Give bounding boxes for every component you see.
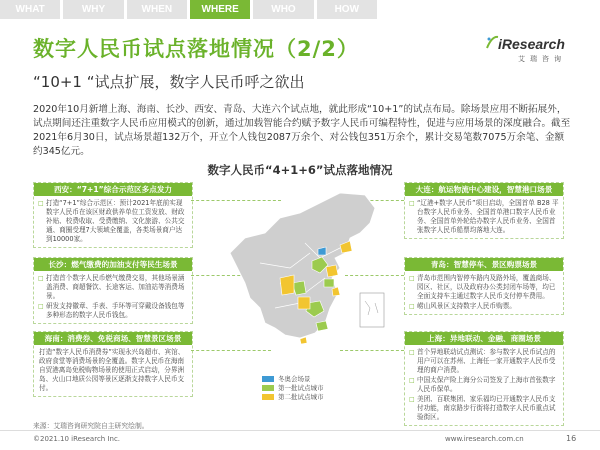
panel-changsha-item: □ 研发支持徽章、手表、手环等可穿戴设备钱包等多种形态的数字人民币钱包。 xyxy=(38,302,188,320)
nav-tab-how[interactable]: HOW xyxy=(317,0,377,19)
panel-xian-item: □ 打造“7+1”综合示范区：预计2021年底前实现数字人民币在该区财政供养单位工资发放、财政补贴、校费收取、受费缴纳、文化旅游、公共交通、商圈受理7大领域全覆盖，各类场景商户达到10000家。 xyxy=(38,199,188,244)
panel-qingdao-item: □ 崂山风景区支持数字人民币购票。 xyxy=(409,302,559,311)
region-second-batch xyxy=(280,275,294,295)
legend-label: 第二批试点城市 xyxy=(278,393,324,401)
panel-qingdao-item: □ 青岛市范围内智停车路内及路外场，覆盖商场、园区、社区，以及政府办公类封闭车场等，均已全面支持车主通过数字人民币支付停车费用。 xyxy=(409,274,559,301)
nav-tab-where[interactable]: WHERE xyxy=(190,0,250,19)
nav-tab-when[interactable]: WHEN xyxy=(127,0,187,19)
china-map xyxy=(220,183,390,401)
panel-shanghai-item: □ 美团、百联集团、家乐福均已开通数字人民币支付功能，南京路步行街将打造数字人民币重点试验街区。 xyxy=(409,395,559,422)
region-first-batch xyxy=(316,321,328,331)
intro-paragraph: 2020年10月新增上海、海南、长沙、西安、青岛、大连六个试点地，就此形成“10+1”的试点布局。除场景应用不断拓展外，试点期间还注重数字人民币应用模式的创新，通过加载智能合约赋予数字人民币可编程特性，促进与应用场景的深度融合。截至2021年6月30日，试点场景超132万个，开立个人钱包2087万余个、对公钱包351万余个，累计交易笔数7075万余笔、金额约345亿元。 xyxy=(33,104,571,157)
top-nav xyxy=(0,0,380,19)
legend-swatch xyxy=(262,394,274,400)
panel-dalian xyxy=(404,182,564,239)
figure-title: 数字人民币“4+1+6”试点落地情况 xyxy=(207,163,393,177)
panel-changsha xyxy=(33,257,193,324)
logo-brand-cn: 艾瑞咨询 xyxy=(518,55,566,63)
south-sea-inset xyxy=(360,293,384,327)
legend-swatch xyxy=(262,385,274,391)
panel-shanghai xyxy=(404,331,564,426)
footer-copyright: ©2021.10 iResearch Inc. xyxy=(33,435,121,443)
page-subtitle: “10+1 “试点扩展，数字人民币呼之欲出 xyxy=(33,73,305,91)
footer-website[interactable]: www.iresearch.com.cn xyxy=(445,435,524,443)
panel-xian xyxy=(33,182,193,248)
legend-item xyxy=(262,374,324,383)
iresearch-logo xyxy=(498,34,578,74)
region-second-batch xyxy=(326,265,338,277)
panel-hainan-header: 海南：消费券、免税商场、智慧景区场景 xyxy=(34,332,192,345)
legend-swatch xyxy=(262,376,274,382)
legend-item xyxy=(262,392,324,401)
panel-shanghai-header: 上海：异地联动、金融、商圈场景 xyxy=(405,332,563,345)
nav-tab-what[interactable]: WHAT xyxy=(0,0,60,19)
panel-shanghai-item: □ 中国太保产险上海分公司签发了上海市首张数字人民币保单。 xyxy=(409,376,559,394)
legend-label: 冬奥会场景 xyxy=(278,375,311,383)
panel-qingdao-header: 青岛：智慧停车、景区购票场景 xyxy=(405,258,563,271)
logo-brand: iResearch xyxy=(498,36,565,52)
panel-shanghai-item: □ 首个异地联动试点测试：参与数字人民币试点的用户可以在苏州、上海任一家开通数字人民币受理的商户消费。 xyxy=(409,348,559,375)
region-second-batch xyxy=(332,287,340,296)
panel-changsha-item: □ 打造首个数字人民币燃气缴费交易，其他场景涵盖消费、商超餐饮、长途客运、加油站等消费场景。 xyxy=(38,274,188,301)
nav-tab-who[interactable]: WHO xyxy=(253,0,313,19)
legend-item xyxy=(262,383,324,392)
page-title: 数字人民币试点落地情况（2/2） xyxy=(33,37,359,61)
map-legend xyxy=(262,374,324,401)
footer-divider xyxy=(0,430,600,431)
panel-qingdao xyxy=(404,257,564,315)
panel-xian-header: 西安：“7+1”综合示范区多点发力 xyxy=(34,183,192,196)
nav-tab-why[interactable]: WHY xyxy=(63,0,123,19)
legend-label: 第一批试点城市 xyxy=(278,384,324,392)
source-note: 来源：艾瑞咨询研究院自主研究绘制。 xyxy=(33,422,149,430)
page-number: 16 xyxy=(566,434,577,443)
region-first-batch xyxy=(324,279,334,287)
panel-changsha-header: 长沙：燃气缴费的加油支付等民生场景 xyxy=(34,258,192,271)
panel-hainan-text: 打造“数字人民币消费券”实现永兴岛超市、宾馆、政府食堂等消费场景的全覆盖。数字人民币在海南自贸港离岛免税购物场景的使用正式启动，分界洲岛、火山口地质公园等景区逐渐支持数字人民币支付。 xyxy=(39,348,185,392)
region-second-batch xyxy=(298,297,310,309)
logo-icon xyxy=(485,34,499,50)
south-sea-islands xyxy=(365,301,378,315)
map-base xyxy=(230,193,375,338)
panel-dalian-item: □ “辽港+数字人民币”项目启动，全国首单 B28 平台数字人民币业务、全国首单港口数字人民币业务、全国首单外轮给办数字人民币业务、全国首张数字人民币船票均落地大连。 xyxy=(409,199,559,235)
panel-dalian-header: 大连：航运物流中心建设，智慧港口场景 xyxy=(405,183,563,196)
panel-hainan xyxy=(33,331,193,397)
